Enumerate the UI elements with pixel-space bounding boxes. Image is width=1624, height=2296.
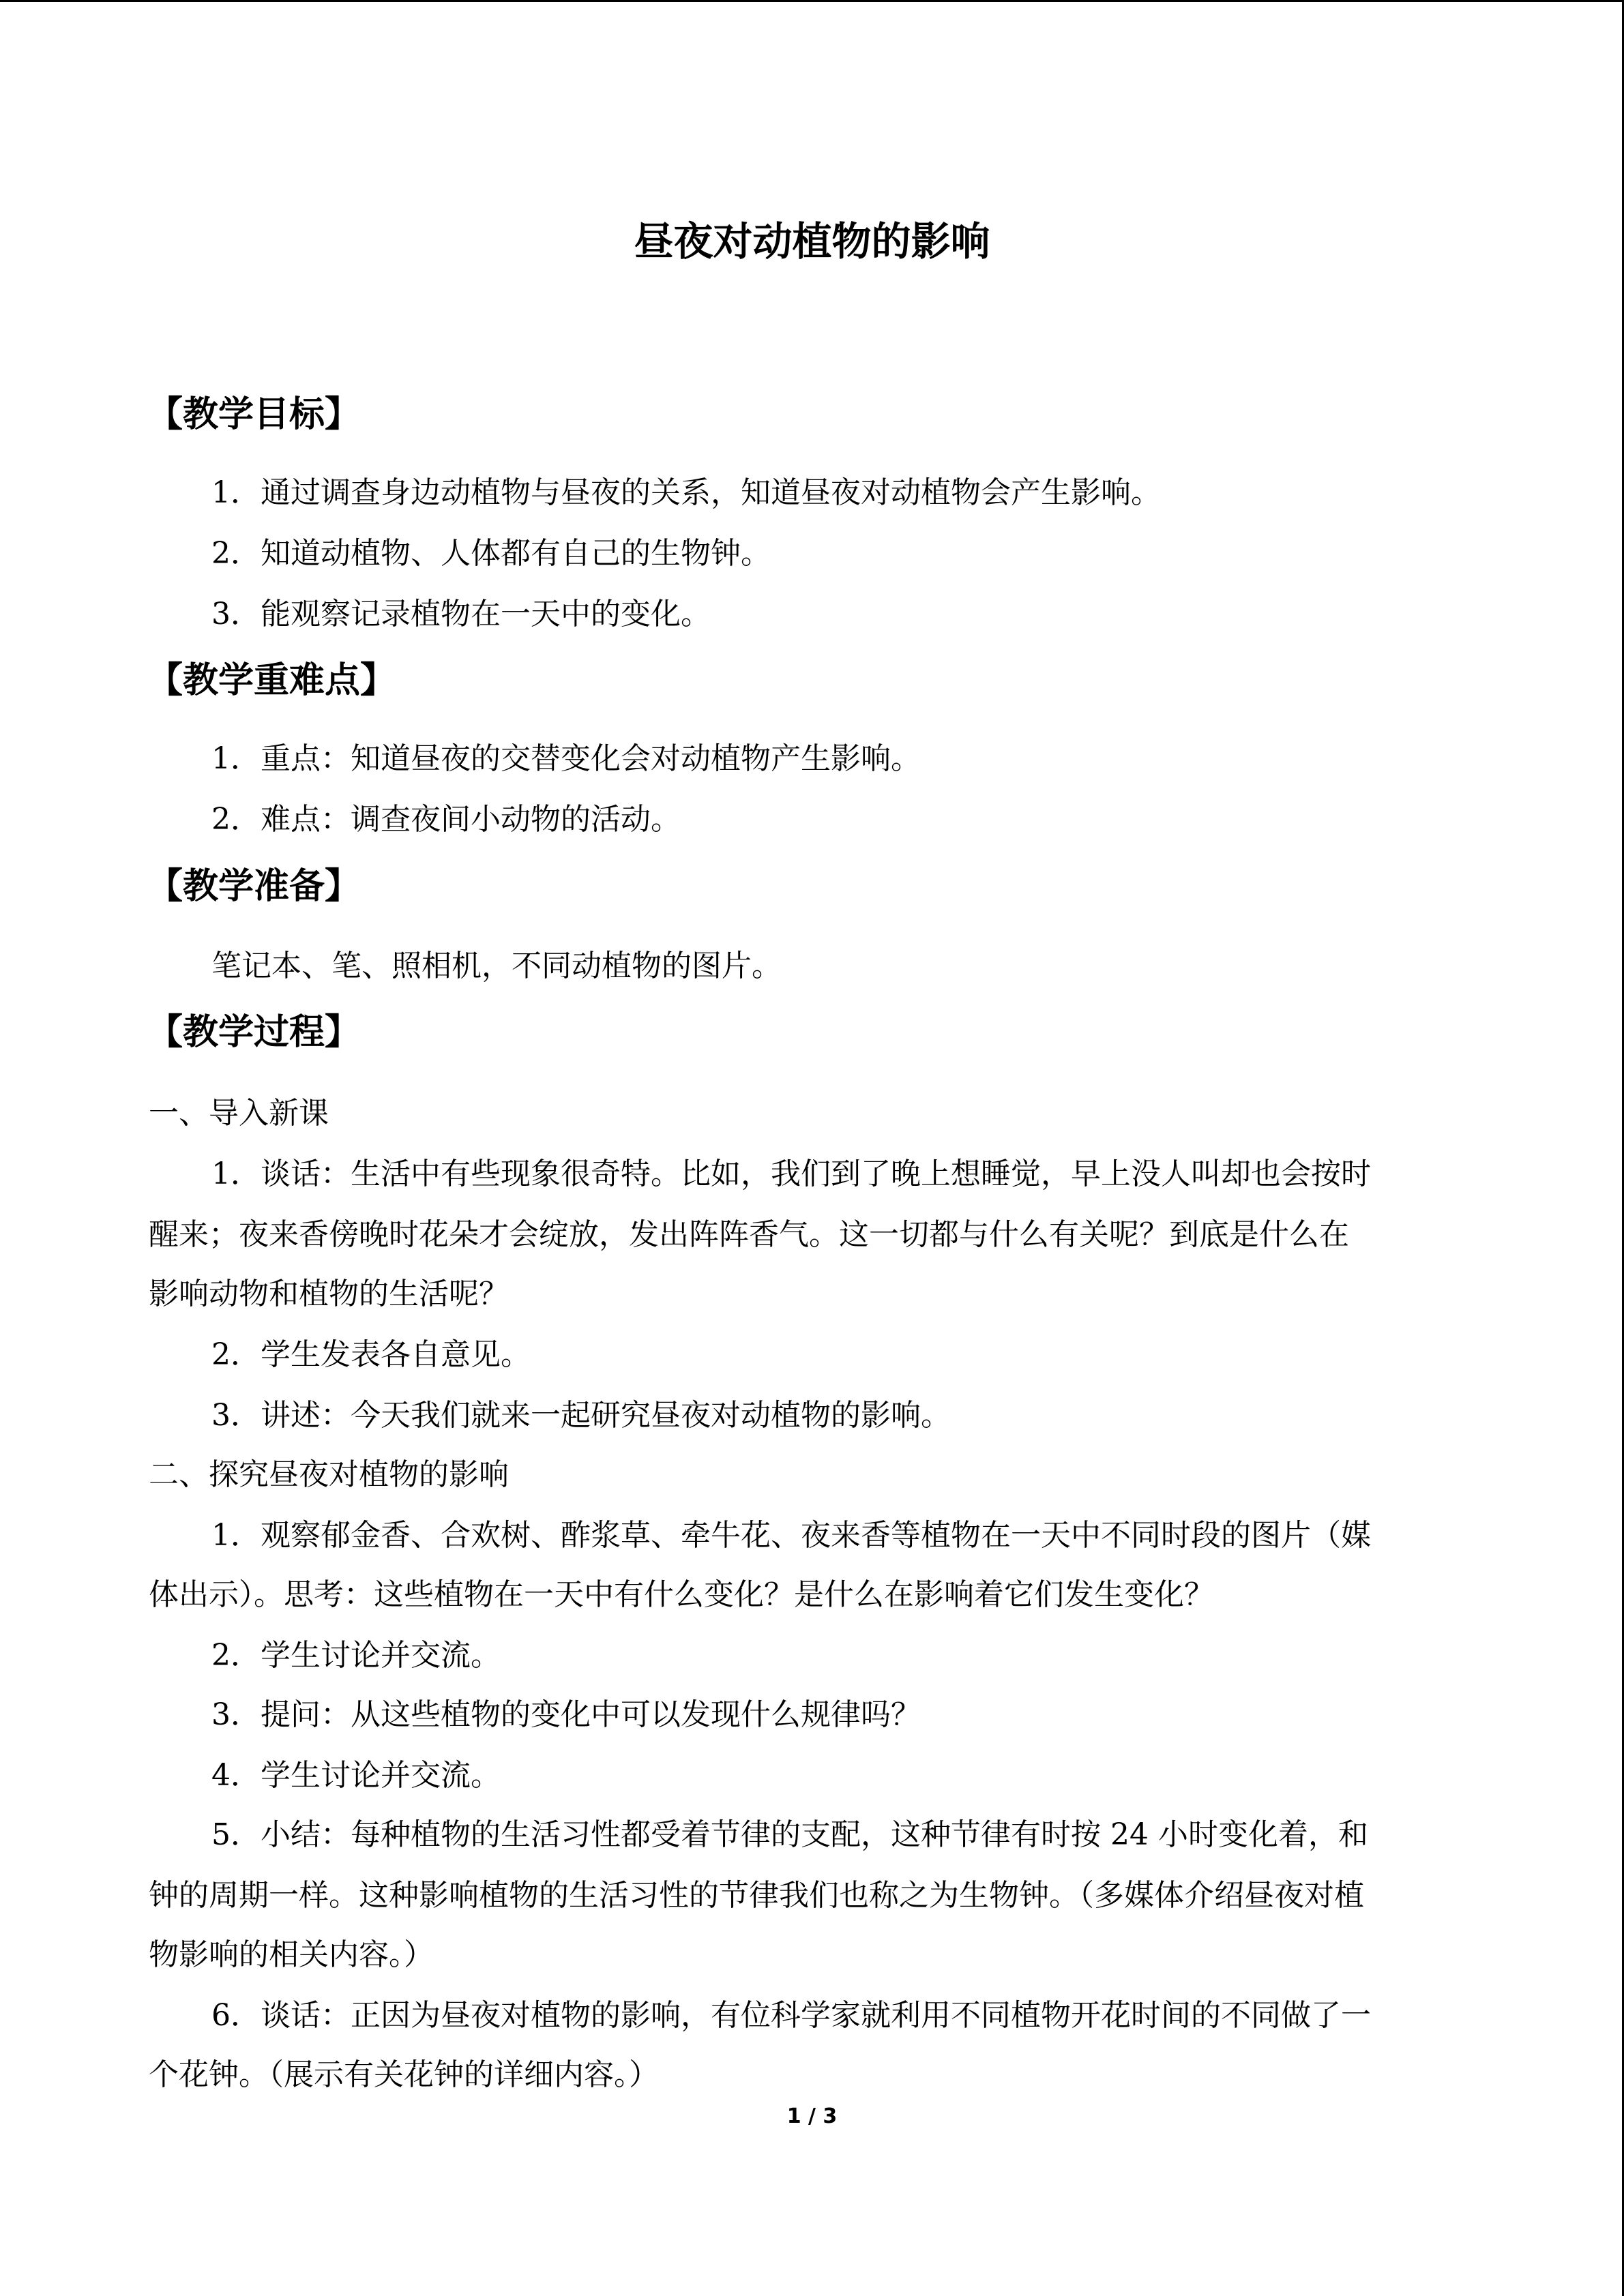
preparation-heading: 【教学准备】	[147, 866, 361, 907]
process-line: 1．谈话：生活中有些现象很奇特。比如，我们到了晚上想睡觉，早上没人叫却也会按时	[211, 1157, 1371, 1191]
key-points-heading: 【教学重难点】	[147, 660, 396, 701]
process-line: 影响动物和植物的生活呢？	[149, 1277, 509, 1311]
process-line: 5．小结：每种植物的生活习性都受着节律的支配，这种节律有时按 24 小时变化着，和	[211, 1817, 1368, 1852]
process-line: 6．谈话：正因为昼夜对植物的影响，有位科学家就利用不同植物开花时间的不同做了一	[211, 1998, 1371, 2033]
process-line: 2．学生发表各自意见。	[211, 1337, 531, 1372]
process-line: 4．学生讨论并交流。	[211, 1758, 501, 1793]
process-line: 个花钟。（展示有关花钟的详细内容。）	[149, 2057, 659, 2092]
process-line: 1．观察郁金香、合欢树、酢浆草、牵牛花、夜来香等植物在一天中不同时段的图片（媒	[211, 1518, 1371, 1553]
process-line: 2．学生讨论并交流。	[211, 1638, 501, 1673]
objective-item: 2．知道动植物、人体都有自己的生物钟。	[211, 536, 771, 571]
process-line: 体出示）。思考：这些植物在一天中有什么变化？是什么在影响着它们发生变化？	[149, 1577, 1214, 1612]
document-title: 昼夜对动植物的影响	[634, 218, 990, 265]
process-line: 醒来；夜来香傍晚时花朵才会绽放，发出阵阵香气。这一切都与什么有关呢？到底是什么在	[149, 1217, 1349, 1252]
process-line: 物影响的相关内容。）	[149, 1937, 434, 1972]
preparation-item: 笔记本、笔、照相机，不同动植物的图片。	[211, 949, 782, 983]
process-line: 3．提问：从这些植物的变化中可以发现什么规律吗？	[211, 1697, 921, 1732]
process-part1-title: 一、导入新课	[149, 1096, 329, 1131]
key-point-item: 1．重点：知道昼夜的交替变化会对动植物产生影响。	[211, 741, 921, 776]
objectives-heading: 【教学目标】	[147, 394, 361, 435]
process-line: 3．讲述：今天我们就来一起研究昼夜对动植物的影响。	[211, 1398, 951, 1433]
objective-item: 1．通过调查身边动植物与昼夜的关系，知道昼夜对动植物会产生影响。	[211, 475, 1161, 510]
objective-item: 3．能观察记录植物在一天中的变化。	[211, 597, 711, 631]
process-heading: 【教学过程】	[147, 1012, 361, 1053]
key-point-item: 2．难点：调查夜间小动物的活动。	[211, 802, 681, 837]
process-line: 钟的周期一样。这种影响植物的生活习性的节律我们也称之为生物钟。（多媒体介绍昼夜对植	[149, 1878, 1364, 1913]
process-part2-title: 二、探究昼夜对植物的影响	[149, 1457, 509, 1492]
page-number: 1 / 3	[786, 2104, 838, 2128]
page-border-top	[0, 0, 1624, 2]
